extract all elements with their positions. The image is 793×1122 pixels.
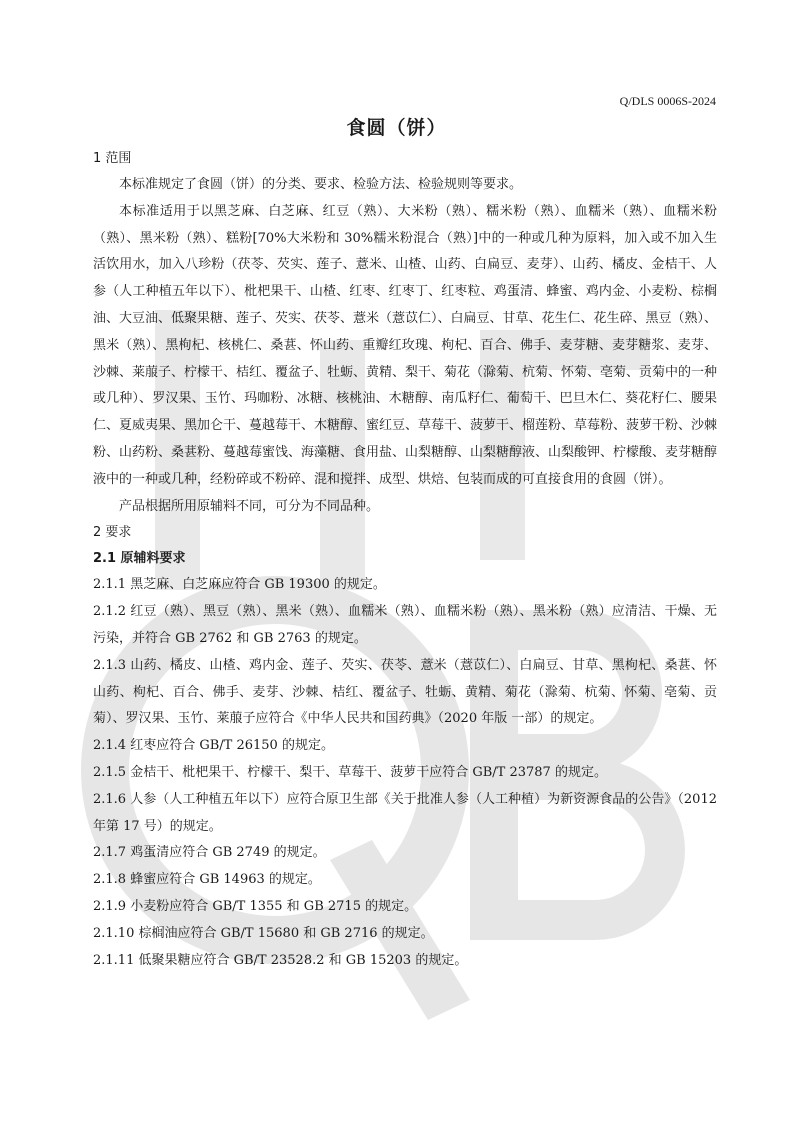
svg-text:B: B: [530, 790, 531, 791]
section-1-heading: 1 范围: [93, 151, 132, 166]
svg-text:Q: Q: [275, 790, 276, 791]
clause-2-1-9: 2.1.9 小麦粉应符合 GB/T 1355 和 GB 2715 的规定。: [93, 898, 418, 914]
document-number: Q/DLS 0006S-2024: [619, 94, 716, 108]
clause-2-1-6: 2.1.6 人参（人工种植五年以下）应符合原卫生部《关于批准人参（人工种植）为新资源食品的公告》（2012 年第 17 号）的规定。: [93, 791, 717, 834]
document-title: 食圆（饼）: [346, 117, 447, 139]
clause-2-1-7: 2.1.7 鸡蛋清应符合 GB 2749 的规定。: [93, 845, 326, 861]
clause-2-1-5: 2.1.5 金桔干、枇杷果干、柠檬干、梨干、草莓干、菠萝干应符合 GB/T 23787 的规定。: [93, 764, 607, 780]
scope-paragraph-1: 本标准规定了食圆（饼）的分类、要求、检验方法、检验规则等要求。: [119, 177, 523, 192]
clause-2-1-1: 2.1.1 黑芝麻、白芝麻应符合 GB 19300 的规定。: [93, 577, 386, 593]
document-body: [93, 146, 717, 974]
clause-2-1-10: 2.1.10 棕榈油应符合 GB/T 15680 和 GB 2716 的规定。: [93, 925, 434, 941]
clause-2-1-2: 2.1.2 红豆（熟）、黑豆（熟）、黑米（熟）、血糯米（熟）、血糯米粉（熟）、黑米粉（熟）应清洁、干燥、无污染，并符合 GB 2762 和 GB 2763 的规定。: [93, 604, 717, 646]
clause-2-1-4: 2.1.4 红枣应符合 GB/T 26150 的规定。: [93, 738, 334, 754]
clause-2-1-3: 2.1.3 山药、橘皮、山楂、鸡内金、莲子、芡实、茯苓、薏米（薏苡仁）、白扁豆、甘草、黑枸杞、桑葚、怀山药、枸杞、百合、佛手、麦芽、沙棘、桔红、覆盆子、牡蛎、黄精、菊花（滁菊、杭菊、怀菊、亳菊、贡菊）、罗汉果、玉竹、莱菔子应符合《中华人民共和国药典》（2020 年版 一部）的规定。: [93, 657, 717, 727]
clause-2-1-8: 2.1.8 蜂蜜应符合 GB 14963 的规定。: [93, 872, 321, 888]
section-2-1-heading: 2.1 原辅料要求: [93, 551, 186, 567]
clause-2-1-11: 2.1.11 低聚果糖应符合 GB/T 23528.2 和 GB 15203 的规定。: [93, 952, 468, 968]
scope-paragraph-3: 产品根据所用原辅料不同，可分为不同品种。: [119, 498, 380, 514]
section-2-heading: 2 要求: [93, 525, 132, 541]
scope-paragraph-2: 本标准适用于以黑芝麻、白芝麻、红豆（熟）、大米粉（熟）、糯米粉（熟）、血糯米（熟）、血糯米粉（熟）、黑米粉（熟）、糕粉[70%大米粉和 30%糯米粉混合（熟）]中的一种或几种为原料，加入或不加入生活饮用水，加入八珍粉（茯苓、芡实、莲子、薏米、山楂、山药、白扁豆、麦芽）、山药、橘皮、金桔干、人参（人工种植五年以下）、枇杷果干、山楂、红枣、红枣丁、红枣粒、鸡蛋清、蜂蜜、鸡内金、小麦粉、棕榈油、大豆油、低聚果糖、莲子、芡实、茯苓、薏米（薏苡仁）、白扁豆、甘草、花生仁、花生碎、黑豆（熟）、黑米（熟）、黑枸杞、核桃仁、桑葚、怀山药、重瓣红玫瑰、枸杞、百合、佛手、麦芽糖、麦芽糖浆、麦芽、沙棘、莱菔子、柠檬干、桔红、覆盆子、牡蛎、黄精、梨干、菊花（滁菊、杭菊、怀菊、亳菊、贡菊中的一种或几种）、罗汉果、玉竹、玛咖粉、冰糖、核桃油、木糖醇、南瓜籽仁、葡萄干、巴旦木仁、葵花籽仁、腰果仁、夏威夷果、黑加仑干、蔓越莓干、木糖醇、蜜红豆、草莓干、菠萝干、榴莲粉、草莓粉、菠萝干粉、沙棘粉、山药粉、桑葚粉、蔓越莓蜜饯、海藻糖、食用盐、山梨糖醇、山梨糖醇液、山梨酸钾、柠檬酸、麦芽糖醇液中的一种或几种，经粉碎或不粉碎、混和搅拌、成型、烘焙、包装而成的可直接食用的食圆（饼）。: [93, 203, 718, 487]
